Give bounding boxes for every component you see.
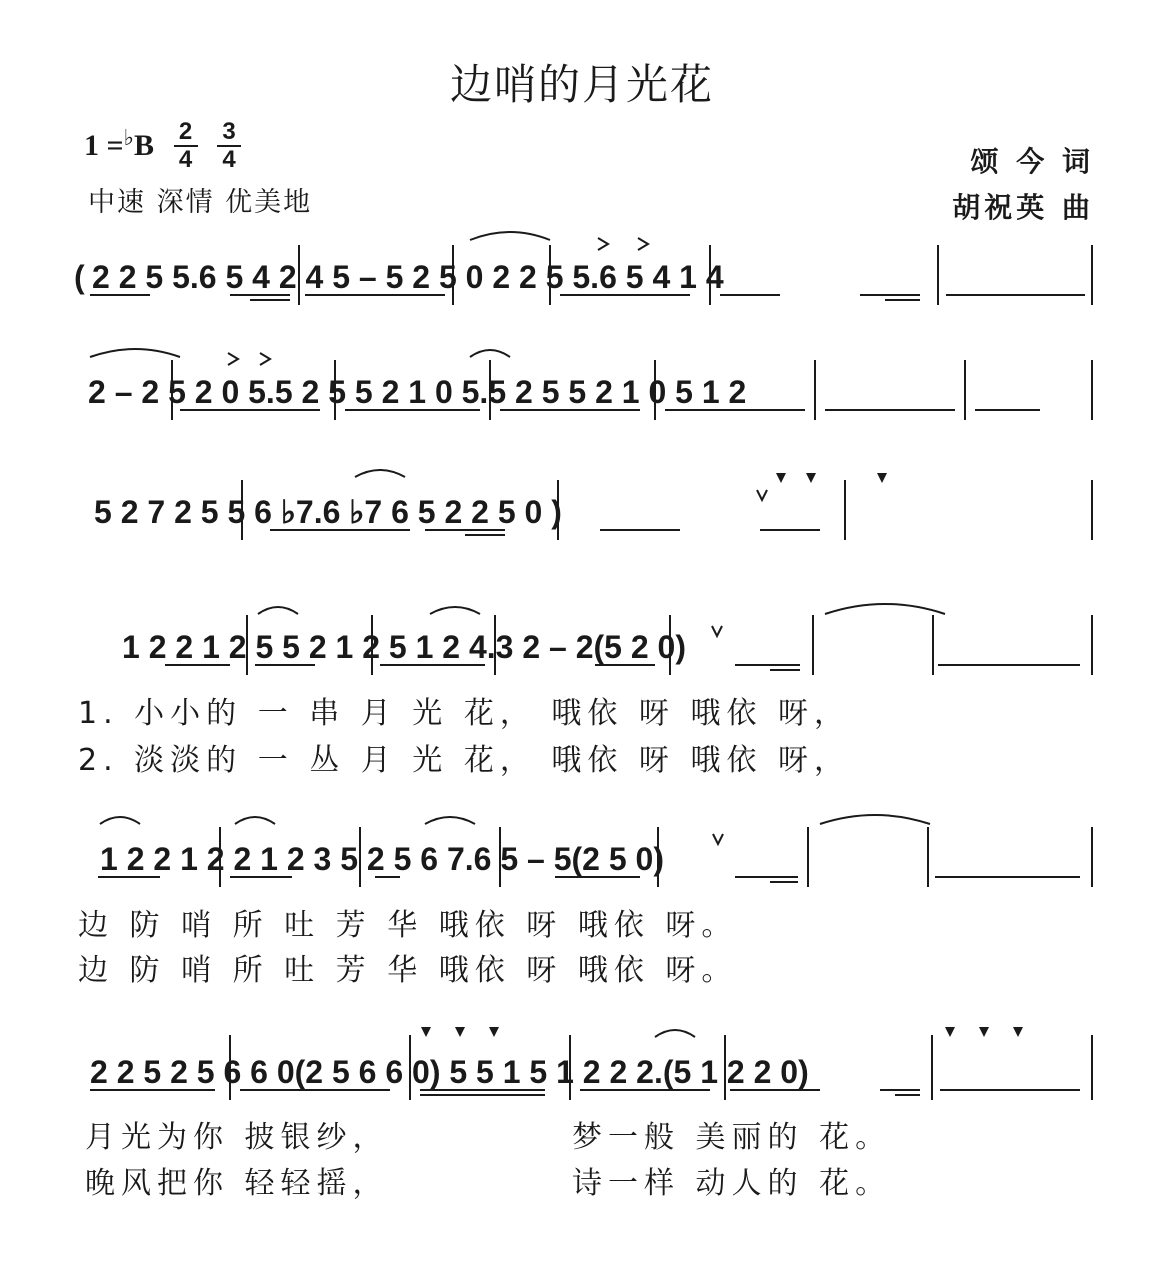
lyric-line-chorus-b1: 晚风把你 轻轻摇，	[85, 1166, 389, 1201]
notation-row-intro-1	[74, 230, 1100, 360]
lyric-line-chorus-a1: 月光为你 披银纱，	[85, 1120, 389, 1155]
svg-text:2 2 5 5.6 5 4 2 4 5 – 5 2: 2 2 5 5.6 5 4 2 4 5 – 5 2 5 0 2 2 5 5.6 5 4 1 4	[92, 259, 724, 295]
time-signature-3-4: $\frac{3}{4}$	[217, 120, 241, 172]
svg-text:1 2 2 1 2 5 5 2 1 2 5: 1 2 2 1 2 5 5 2 1 2 5 1 2 4.3 2 – 2(5 2 0)	[122, 629, 686, 665]
lyric-line-verse-1a: 1. 小小的 一 串 月 光 花， 哦依 呀 哦依 呀，	[78, 696, 850, 731]
notation-svg	[74, 230, 1100, 320]
lyric-line-chorus-b2: 诗一样 动人的 花。	[572, 1166, 892, 1201]
lyric-line-verse-1b: 2. 淡淡的 一 丛 月 光 花， 哦依 呀 哦依 呀，	[78, 743, 850, 778]
song-title: 边哨的月光花	[449, 60, 714, 109]
notation-row-intro-3	[80, 465, 1100, 595]
composer-credit: 胡祝英 曲	[952, 191, 1094, 224]
svg-text:1 2 2 1 2 2 1 2 3 5 2: 1 2 2 1 2 2 1 2 3 5 2 5 6 7.6 5 – 5(2 5 0)	[100, 841, 664, 877]
key-note: B	[134, 129, 155, 162]
notation-row-intro-2	[80, 345, 1100, 475]
flat-sign: ♭	[123, 125, 134, 150]
lyricist-credit: 颂 今 词	[970, 145, 1094, 178]
tempo-marking: 中速 深情 优美地	[88, 187, 313, 218]
svg-text:5 2 7 2 5 5 6 ♭7.6: 5 2 7 2 5 5 6 ♭7.6 ♭7 6 5 2 2 5 0 )	[94, 494, 562, 530]
svg-text:2 2 5 2 5 6 6 0(2 5 6 6 0): 2 2 5 2 5 6 6 0(2 5 6 6 0) 5 5 1 5 1 2 2 2.(5 1 2 2 0)	[90, 1054, 809, 1090]
svg-text:(: (	[74, 259, 85, 295]
svg-text:2 – 2 5 2 0 5.5 2 5 5 2 1 0: 2 – 2 5 2 0 5.5 2 5 5 2 1 0 5.5 2 5 5 2 1 0 5 1 2	[88, 374, 747, 410]
lyric-line-chorus-a2: 梦一般 美丽的 花。	[572, 1120, 892, 1155]
lyric-line-verse-2a: 边 防 哨 所 吐 芳 华 哦依 呀 哦依 呀。	[78, 908, 738, 943]
time-signature-2-4: $\frac{2}{4}$	[174, 120, 198, 172]
lyric-line-verse-2b: 边 防 哨 所 吐 芳 华 哦依 呀 哦依 呀。	[78, 953, 738, 988]
key-signature	[84, 120, 241, 172]
key-label: 1 =	[84, 129, 124, 162]
